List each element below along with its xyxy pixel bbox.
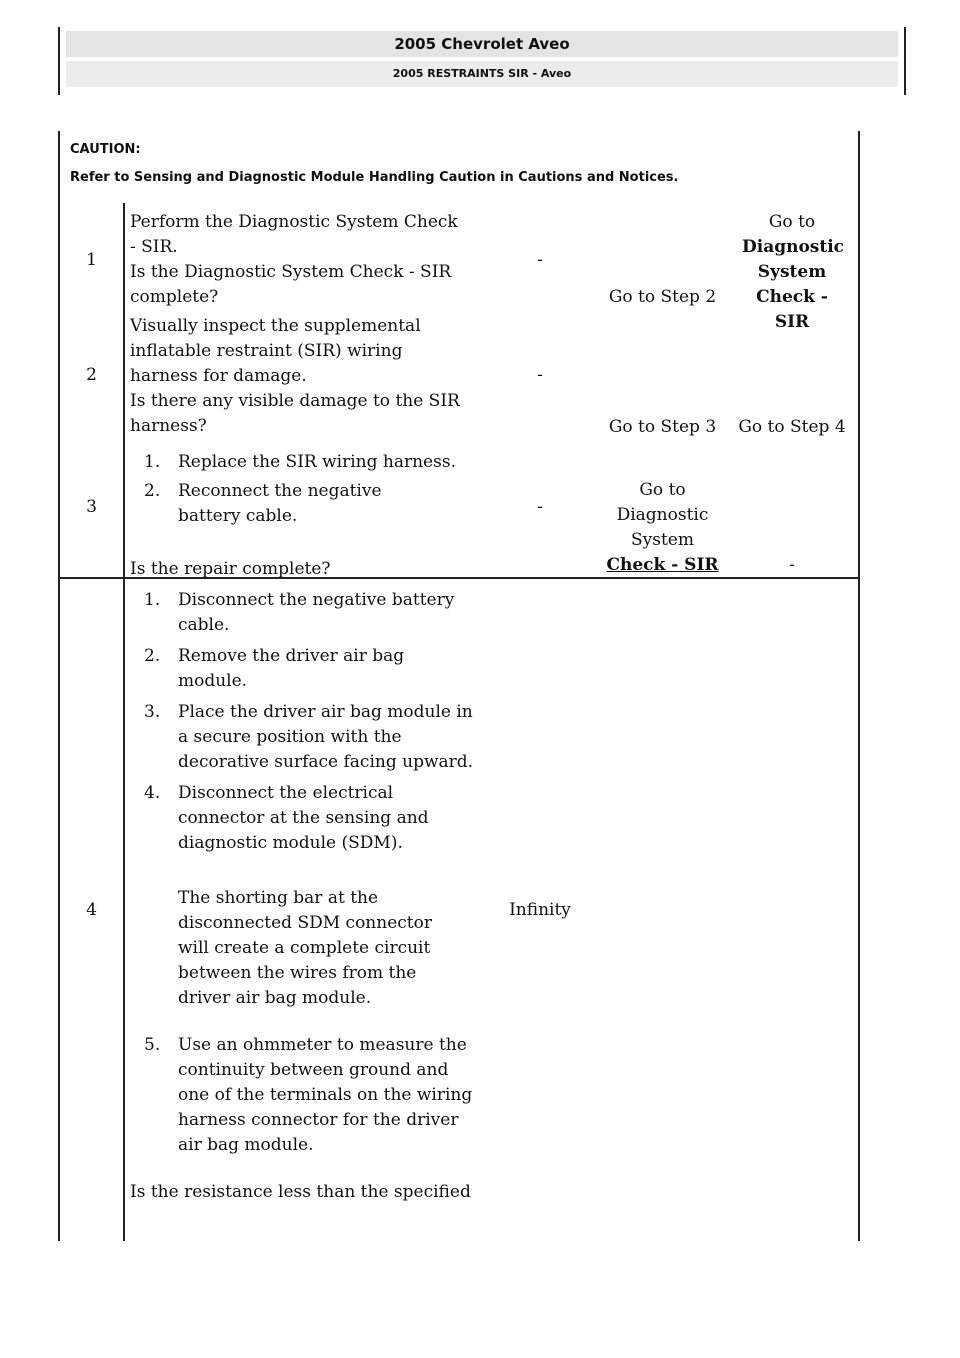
step-4-note: The shorting bar at the disconnected SDM connector will create a complete circuit between the wires from the driver air bag module.: [178, 888, 432, 1008]
step-4-item-1-num: 1.: [144, 590, 161, 610]
step-number-2: 2: [86, 365, 97, 385]
step-4-item-1-text: Disconnect the negative battery cable.: [178, 590, 455, 635]
step-4-item-4: [130, 781, 480, 856]
step-4-action: [130, 588, 480, 1205]
step-3-question: Is the repair complete?: [130, 559, 331, 579]
step-4-item-5: [130, 1033, 480, 1158]
step-2-line-3: harness for damage.: [130, 366, 307, 386]
step-3-yes-mid2: System: [631, 530, 694, 550]
step-2-line-5: harness?: [130, 416, 207, 436]
caution-link[interactable]: Refer to Sensing and Diagnostic Module Handling Caution in Cautions and Notices.: [70, 170, 679, 185]
step-4-question: Is the resistance less than the specified: [130, 1182, 471, 1202]
step-2-yes[interactable]: Go to Step 3: [608, 417, 717, 437]
table-right-border: [858, 131, 860, 1241]
step-4-value: Infinity: [509, 900, 571, 920]
step-3-item-1: [130, 450, 480, 475]
step-4-item-1: [130, 588, 480, 638]
document-subtitle: 2005 RESTRAINTS SIR - Aveo: [66, 61, 898, 87]
step-4-item-2-text: Remove the driver air bag module.: [178, 646, 405, 691]
step-4-item-4-text: Disconnect the electrical connector at the sensing and diagnostic module (SDM).: [178, 783, 429, 853]
caution-block: [70, 141, 770, 186]
step-number-3: 3: [86, 497, 97, 517]
column-divider-upper: [123, 203, 125, 579]
caution-title: CAUTION:: [70, 142, 141, 157]
step-1-yes[interactable]: Go to Step 2: [608, 287, 717, 307]
check-sir-link[interactable]: Check - SIR: [606, 555, 719, 575]
step-4-item-4-num: 4.: [144, 783, 161, 803]
step-3-value: -: [537, 497, 543, 517]
step-1-line-3: Is the Diagnostic System Check - SIR: [130, 262, 452, 282]
step-1-no[interactable]: [728, 210, 856, 335]
step-1-line-1: Perform the Diagnostic System Check: [130, 212, 458, 232]
step-number-4: 4: [86, 900, 97, 920]
step-3-yes-mid: Diagnostic: [616, 505, 709, 525]
step-4-item-3-text: Place the driver air bag module in a secure position with the decorative surface facing upward.: [178, 702, 474, 772]
step-3-no: -: [789, 555, 795, 575]
step-3-action: [130, 450, 480, 582]
step-2-line-2: inflatable restraint (SIR) wiring: [130, 341, 403, 361]
step-2-no[interactable]: Go to Step 4: [738, 417, 846, 437]
step-1-action: [130, 210, 480, 310]
step-number-1: 1: [86, 250, 97, 270]
step-3-item-2: [130, 479, 480, 529]
step-2-action: [130, 314, 480, 439]
step-3-yes-prefix: Go to: [639, 480, 686, 500]
document-header: [58, 27, 906, 95]
step-1-value: -: [537, 250, 543, 270]
step-4-item-3-num: 3.: [144, 702, 161, 722]
step-4-item-5-text: Use an ohmmeter to measure the continuity between ground and one of the terminals on the wiring harness connector for the driver air bag module.: [178, 1035, 473, 1155]
step-4-item-2: [130, 644, 480, 694]
step-4-item-3: [130, 700, 480, 775]
step-4-item-5-num: 5.: [144, 1035, 161, 1055]
step-4-item-2-num: 2.: [144, 646, 161, 666]
document-title: 2005 Chevrolet Aveo: [66, 31, 898, 57]
step-2-line-4: Is there any visible damage to the SIR: [130, 391, 460, 411]
caution-text[interactable]: [70, 169, 770, 186]
step-3-item-1-text: Replace the SIR wiring harness.: [178, 452, 456, 472]
column-divider-lower: [123, 579, 125, 1241]
diagnostic-system-check-link[interactable]: Diagnostic System Check - SIR: [742, 237, 845, 332]
step-1-line-2: - SIR.: [130, 237, 178, 257]
step-2-line-1: Visually inspect the supplemental: [130, 316, 421, 336]
step-3-item-2-text: Reconnect the negative battery cable.: [178, 481, 382, 526]
step-2-value: -: [537, 365, 543, 385]
step-3-yes[interactable]: [595, 478, 730, 578]
step-3-item-1-num: 1.: [144, 452, 161, 472]
step-1-line-4: complete?: [130, 287, 219, 307]
step-3-item-2-num: 2.: [144, 481, 161, 501]
table-left-border: [58, 131, 60, 1241]
step-1-no-prefix: Go to: [768, 212, 816, 232]
